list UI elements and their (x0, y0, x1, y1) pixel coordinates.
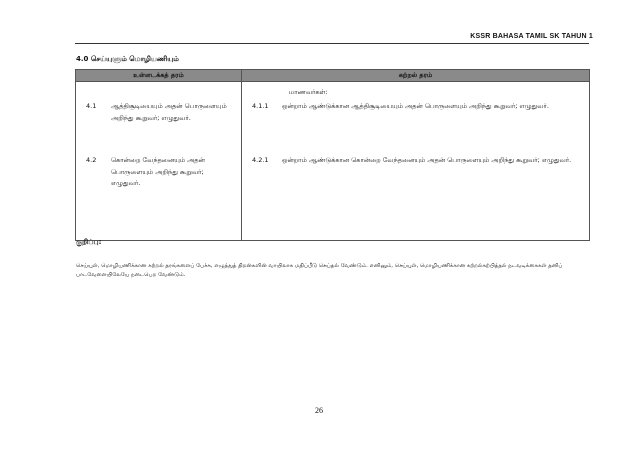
document-header: KSSR BAHASA TAMIL SK TAHUN 1 (470, 33, 593, 40)
note-body: செய்யுள், மொழியணிக்கான கற்றல் தரங்களைப் பேச்சு, எழுத்துத் திறன்களின் வாயிலாக மதிப்பீடு செய்தல் வேண்டும். எனினும், செய்யுள், மொழியணிக்கான கற்றல்கற்பித்தல் நடவடிக்கைகள் தனிப் பாடவேளையிலேயே நடைபெற வேண்டும். (76, 263, 563, 278)
learning-standard-4-1-1 (242, 101, 589, 113)
standards-table (75, 69, 590, 241)
section-title: 4.0 செய்யுளும் மொழியணியும் (76, 55, 179, 63)
content-standard-4-2 (76, 155, 241, 190)
learning-standard-text: ஒன்றாம் ஆண்டுக்கான ஆத்திசூடியையும் அதன் பொருளையும் அறிந்து கூறுவர்; எழுதுவர். (282, 102, 549, 110)
pupils-label: மாணவர்கள்: (289, 88, 328, 96)
content-standard-code: 4.2 (86, 156, 97, 164)
learning-standard-text: ஒன்றாம் ஆண்டுக்கான கொன்றை வேந்தனையும் அதன் பொருளையும் அறிந்து கூறுவர்; எழுதுவர். (282, 156, 572, 164)
column-header-learning-standard: கற்றல் தரம் (242, 70, 590, 82)
column-header-content-standard: உள்ளடக்கத் தரம் (76, 70, 242, 82)
page-number: 26 (315, 406, 323, 415)
learning-standard-4-2-1 (242, 155, 589, 167)
content-standard-code: 4.1 (86, 102, 97, 110)
content-standard-4-1 (76, 101, 241, 124)
learning-standard-code: 4.1.1 (252, 102, 269, 110)
content-standard-text: ஆத்திசூடியையும் அதன் பொருளையும் அறிந்து கூறுவர்; எழுதுவர். (111, 102, 227, 122)
table-row (76, 82, 590, 150)
note-title: குறிப்பு: (76, 238, 102, 246)
header-rule (75, 43, 589, 44)
table-row (76, 149, 590, 241)
learning-standard-code: 4.2.1 (252, 156, 269, 164)
content-standard-text: கொன்றை வேந்தனையும் அதன் பொருளையும் அறிந்து கூறுவர்; எழுதுவர். (111, 156, 205, 187)
